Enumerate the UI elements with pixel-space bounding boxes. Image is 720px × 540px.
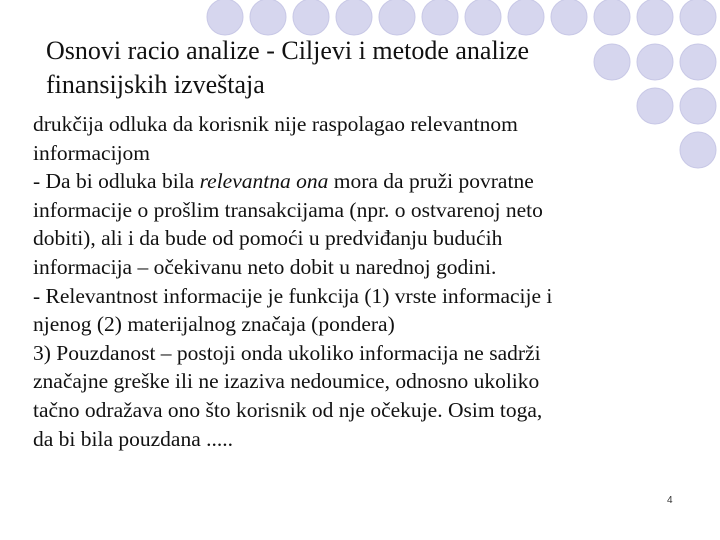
decor-circle [422,0,458,35]
slide-title [46,34,646,102]
slide-number: 4 [667,495,673,506]
decor-circle [465,0,501,35]
body-line-mixed [33,167,715,196]
body-line: informacijom [33,140,151,165]
slide-title-line-2: finansijskih izveštaja [46,70,265,99]
body-line: informacija – očekivanu neto dobit u narednoj godini. [33,254,497,279]
body-line: drukčija odluka da korisnik nije raspolagao relevantnom [33,112,518,136]
body-line: 3) Pouzdanost – postoji onda ukoliko informacija ne sadrži [33,340,541,365]
slide-title-line-1: Osnovi racio analize - Ciljevi i metode analize [46,36,529,65]
body-line: značajne greške ili ne izaziva nedoumice, odnosno ukoliko [33,369,540,394]
decor-circle [336,0,372,35]
decor-circle [637,0,673,35]
decor-circle [680,44,716,80]
body-line: dobiti), ali i da bude od pomoći u predviđanju budućih [33,226,503,251]
body-line: da bi bila pouzdana ..... [33,426,234,451]
body-line-emphasis: relevantna ona [199,169,329,194]
body-line: tačno odražava ono što korisnik od nje očekuje. Osim toga, [33,397,543,422]
decor-circle [207,0,243,35]
decor-circle [293,0,329,35]
body-line-part: mora da pruži povratne [328,169,534,194]
decor-circle [508,0,544,35]
decor-circle [680,0,716,35]
body-line: njenog (2) materijalnog značaja (pondera) [33,312,395,337]
decor-circle [379,0,415,35]
decor-circle [594,0,630,35]
body-line: - Relevantnost informacije je funkcija (1) vrste informacije i [33,283,553,308]
decor-circle [250,0,286,35]
decor-circle [551,0,587,35]
slide-body [33,110,715,453]
body-line-part: - Da bi odluka bila [33,169,200,194]
body-line: informacije o prošlim transakcijama (npr. o ostvarenoj neto [33,197,543,222]
